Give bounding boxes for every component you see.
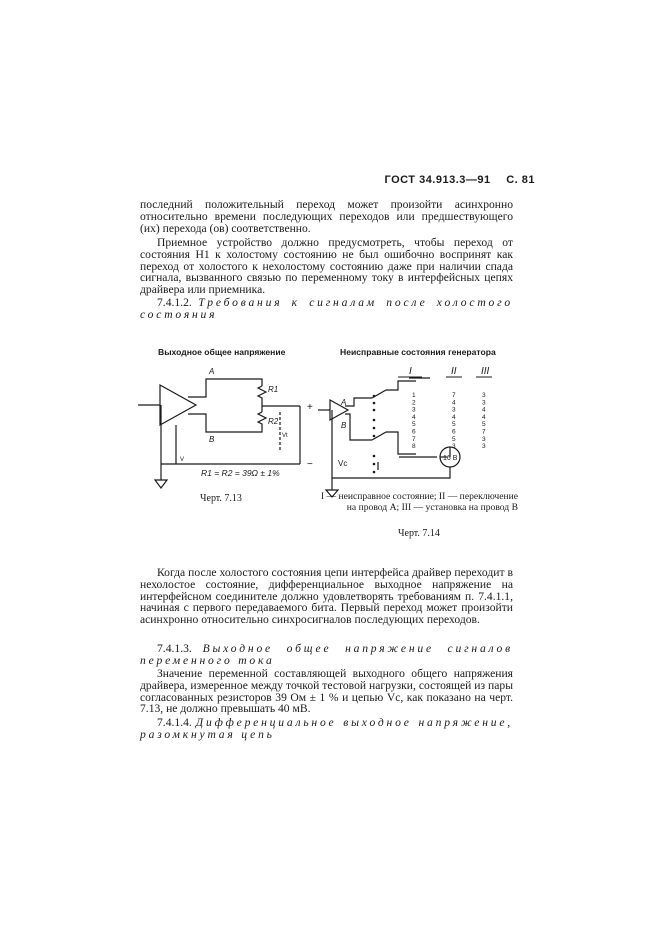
section-title: Дифференциальное выходное напряжение, разомкнутая цепь: [140, 716, 513, 741]
pin-number: 4: [452, 399, 456, 407]
page-number: С. 81: [506, 174, 535, 186]
pin-number: 5: [452, 435, 456, 443]
paragraph-4: Значение переменной составляющей выходного общего напряжения драйвера, измеренное между точкой тестовой нагрузки, состоящей из пары согласованных резисторов 39 Ом ± 1 % и цепью Vc, как показано на черт. 7.13, не должно превышать 40 мВ.: [140, 667, 513, 716]
pin-number: 7: [412, 435, 416, 443]
fig14-switch-contacts: [373, 395, 376, 474]
pin-number: 1: [412, 392, 416, 399]
paragraph-2: Приемное устройство должно предусмотреть, чтобы переход от состояния Н1 к холостому состоянию не был ошибочно воспринят как переход от холостого к нехолостому состоянию даже при наличии спада сигнала, вызванного связью по переменному току в интерфейсных цепях драйвера или приемника.: [140, 236, 513, 297]
pin-number: 5: [452, 421, 456, 429]
fig14-label-vc: Vc: [338, 459, 348, 468]
fig14-diagram: [318, 378, 460, 497]
fig14-pin-columns: [412, 392, 486, 450]
pin-number: 2: [412, 399, 416, 407]
section-7-4-1-3: [140, 643, 513, 667]
section-number: 7.4.1.4.: [157, 716, 192, 729]
pin-number: 7: [482, 428, 486, 436]
roman-iii: III: [481, 366, 490, 377]
fig14-label-a: A: [341, 398, 347, 407]
roman-i: I: [409, 366, 412, 377]
section-title: Требования к сигналам после холостого состояния: [140, 296, 514, 321]
fig13-label-r2: R2: [268, 417, 279, 426]
fig13-label-minus: −: [307, 459, 313, 470]
r2-resistor: [258, 412, 266, 426]
fig13-driver-symbol: [160, 385, 196, 425]
section-title: Выходное общее напряжение сигналов переменного тока: [140, 642, 513, 667]
fig14-caption: Черт. 7.14: [398, 528, 440, 539]
pin-number: 3: [482, 399, 486, 407]
pin-number: 5: [412, 421, 416, 429]
pin-number: 4: [482, 406, 486, 414]
pin-number: 7: [452, 392, 456, 399]
pin-number: 5: [482, 421, 486, 429]
fig13-label-a: A: [209, 367, 215, 376]
fig13-label-vc: V: [180, 457, 185, 463]
fig13-label-b: B: [209, 435, 215, 444]
pin-number: 8: [412, 443, 416, 451]
roman-ii: II: [451, 366, 457, 377]
section-number: 7.4.1.2.: [157, 296, 192, 309]
pin-number: 3: [482, 435, 486, 443]
gost-number: ГОСТ 34.913.3—91: [384, 174, 491, 186]
fig13-formula: R1 = R2 = 39Ω ± 1%: [201, 468, 280, 478]
pin-number: 4: [412, 413, 416, 421]
voltage-label: 16 В: [443, 455, 458, 462]
pin-number: 3: [452, 406, 456, 414]
fig13-caption: Черт. 7.13: [200, 493, 242, 504]
fig14-label-b: B: [341, 421, 347, 430]
pin-number: 6: [452, 428, 456, 436]
section-7-4-1-4: [140, 717, 513, 741]
pin-number: 4: [452, 413, 456, 421]
fig13-label-r1: R1: [268, 385, 279, 394]
pin-number: 3: [452, 443, 456, 451]
fig14-caption-top: Неисправные состояния генератора: [340, 347, 496, 357]
r1-resistor: [258, 386, 266, 400]
pin-number: 6: [412, 428, 416, 436]
pin-number: 3: [482, 392, 486, 399]
fig13-ground-symbol: [155, 480, 167, 488]
fig13-label-vt: Vt: [282, 433, 288, 439]
paragraph-3: Когда после холостого состояния цепи интерфейса драйвер переходит в нехолостое состояние, дифференциальное выходное напряжение на интерфейсном соединителе должно удовлетворять требованиям п. 7.4.1.1, начиная с первого передаваемого бита. Первый переход может произойти асинхронно относительно синхросигналов последующих переходов.: [140, 566, 513, 627]
fig13-caption-top: Выходное общее напряжение: [158, 347, 286, 357]
paragraph-1: последний положительный переход может произойти асинхронно относительно времени последующих переходов или предшествующего (их) перехода (ов) соответственно.: [140, 198, 513, 235]
section-number: 7.4.1.3.: [157, 642, 192, 655]
pin-number: 3: [482, 443, 486, 451]
pin-number: 3: [412, 406, 416, 414]
fig13-labels: [180, 367, 313, 478]
pin-number: 4: [482, 413, 486, 421]
fig13-label-plus: +: [307, 402, 313, 413]
fig14-legend: I — неисправное состояние; II — переключение на провод A; III — установка на провод B: [320, 491, 518, 513]
